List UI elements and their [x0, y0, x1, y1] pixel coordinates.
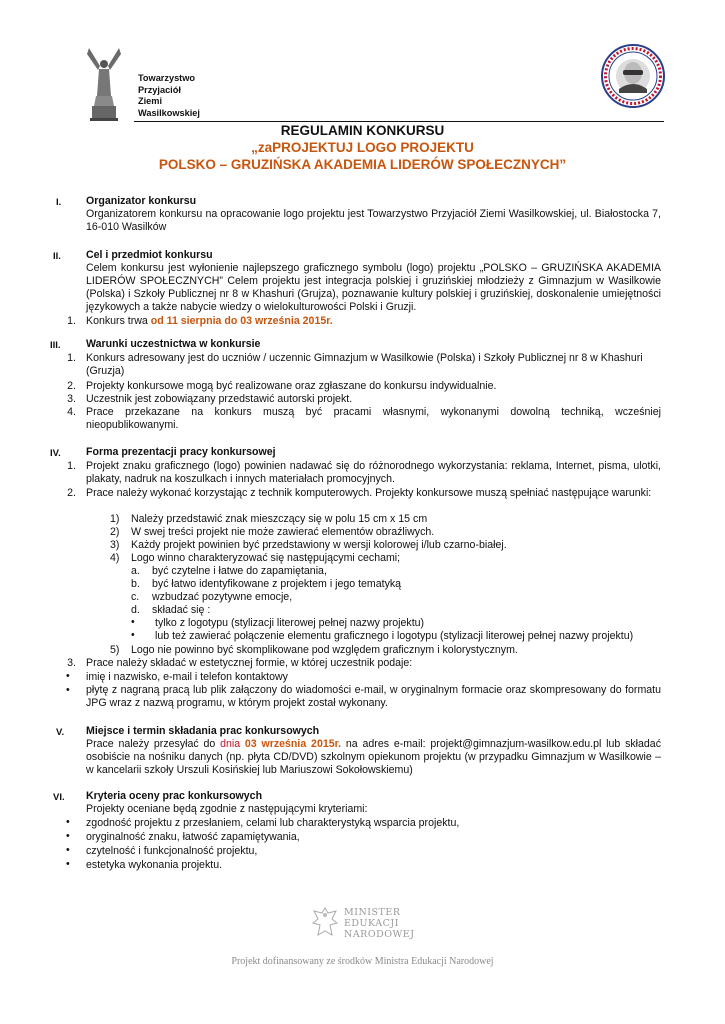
letter-item: być łatwo identyfikowane z projektem i jego tematyką [152, 578, 402, 590]
section-paragraph: Organizatorem konkursu na opracowanie logo projektu jest Towarzystwo Przyjaciół Ziemi Wasilkowskiej, ul. Białostocka 7, 16-010 Wasilków [86, 208, 661, 233]
bullet-item: tylko z logotypu (stylizacji literowej pełnej nazwy projektu) [155, 617, 425, 629]
sub-number: 4) [110, 552, 120, 564]
section-number: II. [53, 251, 61, 262]
list-item: Prace należy składać w estetycznej formie, w której uczestnik podaje: [86, 657, 413, 669]
list-item: Prace przekazane na konkurs muszą być pracami własnymi, wykonanymi dowolną techniką, wcześniej nieopublikowanymi. [86, 406, 661, 431]
sub-item: W swej treści projekt nie może zawierać elementów obraźliwych. [131, 526, 435, 538]
bullet-icon: • [66, 670, 70, 682]
sub-item: Należy przedstawić znak mieszczący się w polu 15 cm x 15 cm [131, 513, 428, 525]
submission-paragraph [86, 738, 661, 777]
letter-item: wzbudzać pozytywne emocje, [152, 591, 293, 603]
bullet-icon: • [66, 830, 70, 842]
section-heading: Warunki uczestnictwa w konkursie [86, 338, 261, 350]
section-heading: Miejsce i termin składania prac konkursowych [86, 725, 320, 737]
duration-dates: od 11 sierpnia do 03 września 2015r. [150, 315, 333, 327]
list-number: 1. [67, 352, 76, 364]
bullet-icon: • [131, 629, 135, 641]
letter-item: być czytelne i łatwe do zapamiętania, [152, 565, 327, 577]
list-item: Uczestnik jest zobowiązany przedstawić autorski projekt. [86, 393, 353, 405]
list-number: 1. [67, 315, 76, 327]
bullet-item: lub też zawierać połączenie elementu graficznego i logotypu (stylizacji literowej pełnej nazwy projektu) [155, 630, 634, 642]
bullet-item: płytę z nagraną pracą lub plik załączony do wiadomości e-mail, w oryginalnym formacie oraz skompresowany do formatu JPG wraz z nazwą programu, w którym projekt został wykonany. [86, 684, 661, 709]
sub-item: Każdy projekt powinien być przedstawiony w wersji kolorowej i/lub czarno-białej. [131, 539, 507, 551]
bullet-item: imię i nazwisko, e-mail i telefon kontaktowy [86, 671, 288, 683]
letter-marker: d. [131, 604, 140, 616]
bullet-icon: • [131, 616, 135, 628]
section-heading: Forma prezentacji pracy konkursowej [86, 446, 276, 458]
sub-number: 2) [110, 526, 120, 538]
submission-dnia: dnia [220, 738, 241, 750]
title-logo-projektu: „zaPROJEKTUJ LOGO PROJEKTU [251, 140, 474, 155]
section-number: VI. [53, 792, 65, 803]
section-number: V. [56, 727, 65, 738]
sub-number: 3) [110, 539, 120, 551]
ministry-line: EDUKACJI [344, 918, 399, 929]
section-paragraph: Celem konkursu jest wyłonienie najlepszego graficznego symbolu (logo) projektu „POLSKO – GRUZIŃSKA AKADEMIA LIDERÓW SPOŁECZNYCH” Celem projektu jest integracja polskiej i gruzińskiej młodzieży z Gimnazjum w Wasilkowie (Polska) i Szkoły Publicznej nr 8 w Khashuri (Grujza), poznawanie kultury polskiej i gruzińskiej, doskonalenie umiejętności językowych a także nabycie wiedzy o wielokulturowości Polski i Gruzji. [86, 262, 661, 313]
title-akademia: POLSKO – GRUZIŃSKA AKADEMIA LIDERÓW SPOŁECZNYCH” [158, 157, 567, 172]
sub-number: 1) [110, 513, 120, 525]
title-regulamin: REGULAMIN KONKURSU [280, 123, 445, 138]
list-number: 3. [67, 657, 76, 669]
letter-marker: a. [131, 565, 140, 577]
section-heading: Kryteria oceny prac konkursowych [86, 790, 263, 802]
list-item: Prace należy wykonać korzystając z technik komputerowych. Projekty konkursowe muszą spełniać następujące warunki: [86, 487, 652, 499]
list-item: Projekty konkursowe mogą być realizowane oraz zgłaszane do konkursu indywidualnie. [86, 380, 497, 392]
section-heading: Organizator konkursu [86, 195, 197, 207]
bullet-icon: • [66, 844, 70, 856]
sub-number: 5) [110, 644, 120, 656]
bullet-item: oryginalność znaku, łatwość zapamiętywania, [86, 831, 300, 843]
section-number: I. [56, 197, 62, 208]
letter-item: składać się : [152, 604, 211, 616]
list-number: 2. [67, 380, 76, 392]
org-name-line: Wasilkowskiej [138, 107, 200, 118]
ministry-line: NARODOWEJ [344, 929, 415, 940]
footer-funding-note: Projekt dofinansowany ze środków Ministra Edukacji Narodowej [231, 956, 494, 967]
section-heading: Cel i przedmiot konkursu [86, 249, 213, 261]
list-number: 3. [67, 393, 76, 405]
bullet-icon: • [66, 816, 70, 828]
submission-date: 03 września 2015r. [240, 738, 342, 750]
list-number: 4. [67, 406, 76, 418]
bullet-item: czytelność i funkcjonalność projektu, [86, 845, 258, 857]
ministry-logo-text [344, 907, 415, 940]
org-name-line: Towarzystwo [138, 73, 196, 83]
letter-marker: c. [131, 591, 140, 603]
submission-post: na adres e-mail: projekt@gimnazjum-wasilkow.edu.pl lub składać osobiście na nośniku danych (np. płyta CD/DVD) szkolnym opiekunom projektu (w przypadku Gimnazjum w Wasilkowie – w kancelarii szkoły Urszuli Kosińskiej lub Mariuszowi Sokołowskiemu) [86, 738, 661, 776]
contest-duration [86, 315, 333, 328]
org-name-line: Przyjaciół [138, 84, 181, 95]
section-paragraph: Projekty oceniane będą zgodnie z następującymi kryteriami: [86, 803, 368, 815]
eagle-emblem-icon [310, 905, 340, 943]
list-item: Projekt znaku graficznego (logo) powinien nadawać się do różnorodnego wykorzystania: reklama, Internet, pisma, ulotki, plakaty, nadruk na koszulkach i innych materiałach promocyjnych. [86, 460, 661, 485]
list-item: Konkurs adresowany jest do uczniów / uczennic Gimnazjum w Wasilkowie (Polska) i Szkoły Publicznej nr 8 w Khashuri (Gruzja) [86, 352, 643, 377]
bullet-item: estetyka wykonania projektu. [86, 859, 223, 871]
bullet-item: zgodność projektu z przesłaniem, celami lub charakterystyką wsparcia projektu, [86, 817, 460, 829]
letter-marker: b. [131, 578, 140, 590]
org-name-line: Ziemi [138, 96, 162, 106]
bullet-icon: • [66, 858, 70, 870]
ministry-line: MINISTER [344, 907, 401, 918]
section-number: III. [50, 340, 61, 351]
header-rule [134, 121, 664, 122]
sub-item: Logo winno charakteryzować się następującymi cechami; [131, 552, 401, 564]
submission-pre: Prace należy przesyłać do [86, 738, 221, 750]
statue-logo [84, 44, 124, 122]
sub-item: Logo nie powinno być skomplikowane pod względem graficznym i kolorystycznym. [131, 644, 518, 656]
society-seal [600, 43, 666, 109]
section-number: IV. [50, 448, 61, 459]
list-number: 1. [67, 460, 76, 472]
duration-label: Konkurs trwa [86, 315, 151, 327]
org-name [138, 73, 200, 119]
bullet-icon: • [66, 684, 70, 696]
list-number: 2. [67, 487, 76, 499]
